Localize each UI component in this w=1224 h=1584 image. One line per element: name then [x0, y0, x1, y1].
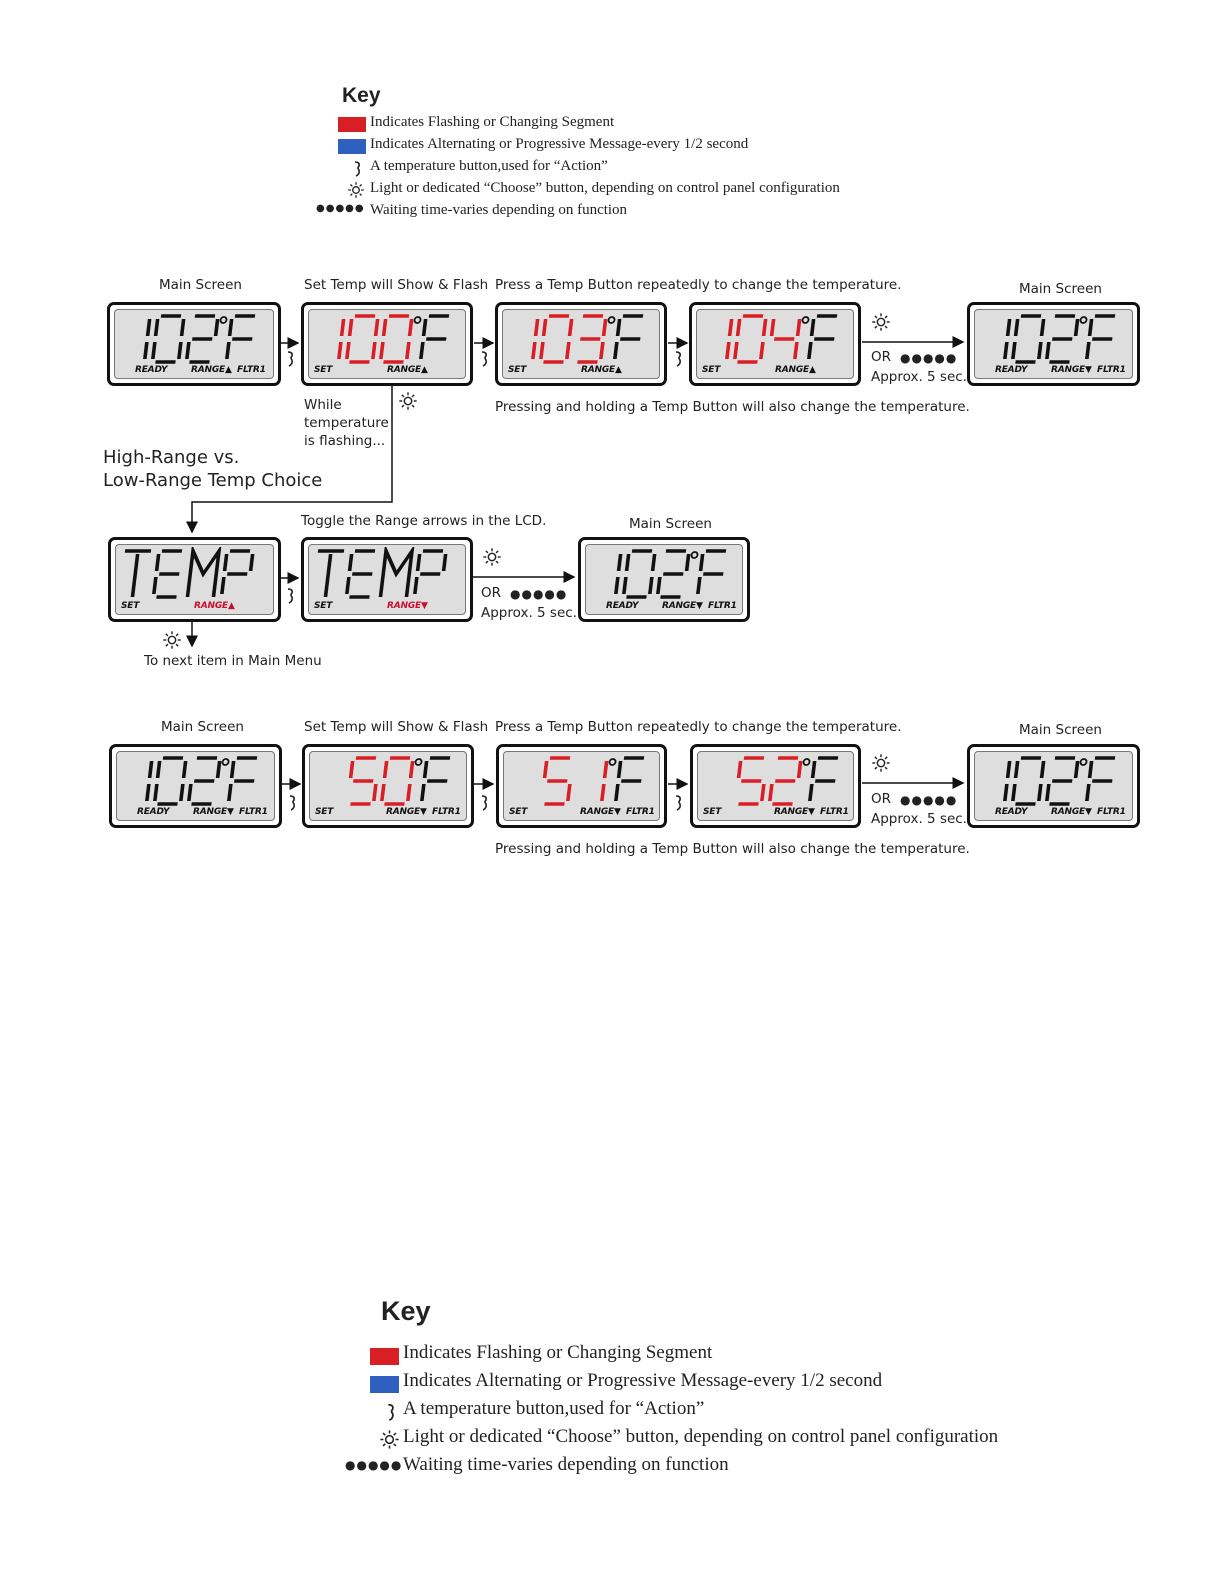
label-main-screen: Main Screen	[629, 516, 712, 532]
ready-indicator: READY	[995, 365, 1028, 375]
lcd-screen	[967, 302, 1140, 386]
label-approx: Approx. 5 sec.	[871, 811, 967, 827]
lcd-value	[504, 752, 505, 753]
label-main-screen: Main Screen	[1019, 722, 1102, 738]
label-while-3: is flashing...	[304, 433, 386, 449]
range-indicator: RANGE▲	[387, 365, 428, 375]
lcd-panel	[309, 751, 467, 821]
filter-indicator: FLTR1	[708, 601, 737, 611]
filter-indicator: FLTR1	[432, 807, 461, 817]
light-button-icon	[871, 753, 891, 773]
red-swatch-icon	[370, 1348, 399, 1365]
lcd-screen	[302, 744, 474, 828]
waiting-dots-icon: ●●●●●	[345, 1458, 403, 1472]
temp-button-icon	[385, 1402, 396, 1423]
waiting-dots-icon: ●●●●●	[900, 793, 958, 807]
lcd-digit-display	[120, 754, 275, 812]
lcd-value	[309, 310, 310, 311]
lcd-screen	[109, 744, 282, 828]
lcd-digits	[1004, 316, 1115, 362]
temp-button-icon	[287, 794, 297, 812]
lcd-digits	[1004, 758, 1115, 804]
range-indicator: RANGE▲	[191, 365, 232, 375]
lcd-screen	[496, 744, 667, 828]
lcd-panel	[974, 751, 1133, 821]
key-item-text: Indicates Alternating or Progressive Message-every 1/2 second	[370, 136, 749, 152]
label-set-temp-show: Set Temp will Show & Flash	[304, 277, 489, 293]
lcd-screen	[967, 744, 1140, 828]
lcd-screen	[689, 302, 861, 386]
lcd-screen	[690, 744, 861, 828]
label-set-temp-show: Set Temp will Show & Flash	[304, 719, 489, 735]
lcd-digit-display	[313, 754, 467, 812]
lcd-screen	[301, 302, 473, 386]
temp-button-icon	[673, 350, 683, 368]
key-item-text: Waiting time-varies depending on function	[403, 1454, 729, 1475]
lcd-digits	[532, 316, 643, 362]
lcd-digits	[735, 758, 838, 804]
lcd-digits	[144, 316, 255, 362]
temp-button-icon	[673, 794, 683, 812]
key-title: Key	[381, 1296, 431, 1326]
lcd-panel	[503, 751, 660, 821]
lcd-digit-display	[701, 754, 854, 812]
label-or: OR	[481, 585, 502, 601]
label-or: OR	[871, 791, 892, 807]
label-or: OR	[871, 349, 892, 365]
lcd-digits	[541, 758, 644, 804]
lcd-panel	[116, 751, 275, 821]
ready-indicator: READY	[135, 365, 168, 375]
filter-indicator: FLTR1	[1097, 365, 1126, 375]
lcd-digit-display	[978, 754, 1133, 812]
temp-button-icon	[285, 350, 295, 368]
range-indicator: RANGE▲	[194, 601, 235, 611]
waiting-dots-icon: ●●●●●	[510, 587, 568, 601]
lcd-digit-display	[589, 547, 743, 605]
lcd-value	[698, 752, 699, 753]
range-indicator: RANGE▼	[387, 601, 428, 611]
lcd-panel	[697, 751, 854, 821]
key-item-text: Light or dedicated “Choose” button, depending on control panel configuration	[403, 1426, 999, 1447]
range-indicator: RANGE▲	[581, 365, 622, 375]
lcd-panel	[308, 544, 466, 615]
set-indicator: SET	[121, 601, 140, 611]
set-indicator: SET	[315, 807, 334, 817]
label-toggle-range: Toggle the Range arrows in the LCD.	[301, 513, 547, 529]
range-indicator: RANGE▼	[580, 807, 621, 817]
temp-button-icon	[285, 587, 295, 605]
filter-indicator: FLTR1	[626, 807, 655, 817]
lcd-digit-display	[700, 312, 854, 370]
lcd-digit-display	[118, 312, 274, 370]
label-while-1: While	[304, 397, 342, 413]
key-item-text: A temperature button,used for “Action”	[403, 1398, 705, 1419]
lcd-digits	[146, 758, 257, 804]
label-range-choice-2: Low-Range Temp Choice	[103, 470, 323, 491]
label-approx: Approx. 5 sec.	[481, 605, 577, 621]
lcd-panel	[696, 309, 854, 379]
label-press-temp: Press a Temp Button repeatedly to change the temperature.	[495, 277, 902, 293]
key-item-text: A temperature button,used for “Action”	[370, 158, 608, 174]
lcd-screen	[495, 302, 667, 386]
set-indicator: SET	[702, 365, 721, 375]
lcd-digit-display	[312, 312, 466, 370]
temp-button-icon	[479, 794, 489, 812]
range-indicator: RANGE▼	[774, 807, 815, 817]
range-indicator: RANGE▼	[193, 807, 234, 817]
key-item-text: Waiting time-varies depending on function	[370, 202, 628, 218]
lcd-digits	[347, 758, 450, 804]
label-main-screen: Main Screen	[159, 277, 242, 293]
label-hold-temp: Pressing and holding a Temp Button will also change the temperature.	[495, 841, 970, 857]
lcd-screen	[107, 302, 281, 386]
lcd-panel	[308, 309, 466, 379]
range-indicator: RANGE▲	[775, 365, 816, 375]
key-item-text: Indicates Alternating or Progressive Message-every 1/2 second	[403, 1370, 883, 1391]
range-indicator: RANGE▼	[662, 601, 703, 611]
lcd-value	[309, 545, 310, 546]
set-indicator: SET	[703, 807, 722, 817]
label-hold-temp: Pressing and holding a Temp Button will also change the temperature.	[495, 399, 970, 415]
ready-indicator: READY	[137, 807, 170, 817]
label-next-item: To next item in Main Menu	[144, 653, 322, 669]
lcd-screen	[108, 537, 281, 622]
light-button-icon	[398, 391, 418, 411]
light-button-icon	[871, 312, 891, 332]
lcd-panel	[502, 309, 660, 379]
lcd-digits	[312, 551, 446, 597]
label-approx: Approx. 5 sec.	[871, 369, 967, 385]
temp-button-icon	[479, 350, 489, 368]
filter-indicator: FLTR1	[1097, 807, 1126, 817]
lcd-value	[503, 310, 504, 311]
set-indicator: SET	[509, 807, 528, 817]
lcd-value	[697, 310, 698, 311]
lcd-digits	[338, 316, 449, 362]
lcd-digit-display	[119, 547, 274, 605]
range-indicator: RANGE▼	[386, 807, 427, 817]
filter-indicator: FLTR1	[239, 807, 268, 817]
lcd-digit-display	[978, 312, 1133, 370]
label-while-2: temperature	[304, 415, 389, 431]
lcd-value	[115, 310, 116, 311]
lcd-value	[117, 752, 118, 753]
waiting-dots-icon: ●●●●●	[900, 351, 958, 365]
light-button-icon	[482, 547, 502, 567]
light-button-icon	[162, 630, 182, 650]
lcd-digit-display	[507, 754, 660, 812]
lcd-panel	[115, 544, 274, 615]
key-item-text: Indicates Flashing or Changing Segment	[403, 1342, 713, 1363]
lcd-value	[116, 545, 117, 546]
lcd-screen	[301, 537, 473, 622]
set-indicator: SET	[314, 365, 333, 375]
lcd-value	[975, 752, 976, 753]
lcd-panel	[974, 309, 1133, 379]
lcd-panel	[114, 309, 274, 379]
lcd-panel	[585, 544, 743, 615]
lcd-digit-display	[312, 547, 466, 605]
label-press-temp: Press a Temp Button repeatedly to change the temperature.	[495, 719, 902, 735]
set-indicator: SET	[314, 601, 333, 611]
ready-indicator: READY	[606, 601, 639, 611]
lcd-digits	[119, 551, 253, 597]
lcd-digits	[726, 316, 837, 362]
key-item-text: Indicates Flashing or Changing Segment	[370, 114, 615, 130]
filter-indicator: FLTR1	[820, 807, 849, 817]
range-indicator: RANGE▼	[1051, 807, 1092, 817]
lcd-screen	[578, 537, 750, 622]
lcd-digit-display	[506, 312, 660, 370]
label-range-choice-1: High-Range vs.	[103, 447, 240, 468]
key-title: Key	[342, 84, 381, 107]
key-bottom	[345, 1296, 1005, 1486]
lcd-value	[975, 310, 976, 311]
lcd-digits	[615, 551, 726, 597]
light-button-icon	[379, 1429, 400, 1450]
set-indicator: SET	[508, 365, 527, 375]
label-main-screen: Main Screen	[1019, 281, 1102, 297]
range-indicator: RANGE▼	[1051, 365, 1092, 375]
waiting-dots-icon: ●●●●●	[316, 203, 365, 214]
ready-indicator: READY	[995, 807, 1028, 817]
lcd-value	[586, 545, 587, 546]
lcd-value	[310, 752, 311, 753]
key-item-text: Light or dedicated “Choose” button, depending on control panel configuration	[370, 180, 840, 196]
filter-indicator: FLTR1	[237, 365, 266, 375]
label-main-screen: Main Screen	[161, 719, 244, 735]
blue-swatch-icon	[370, 1376, 399, 1393]
